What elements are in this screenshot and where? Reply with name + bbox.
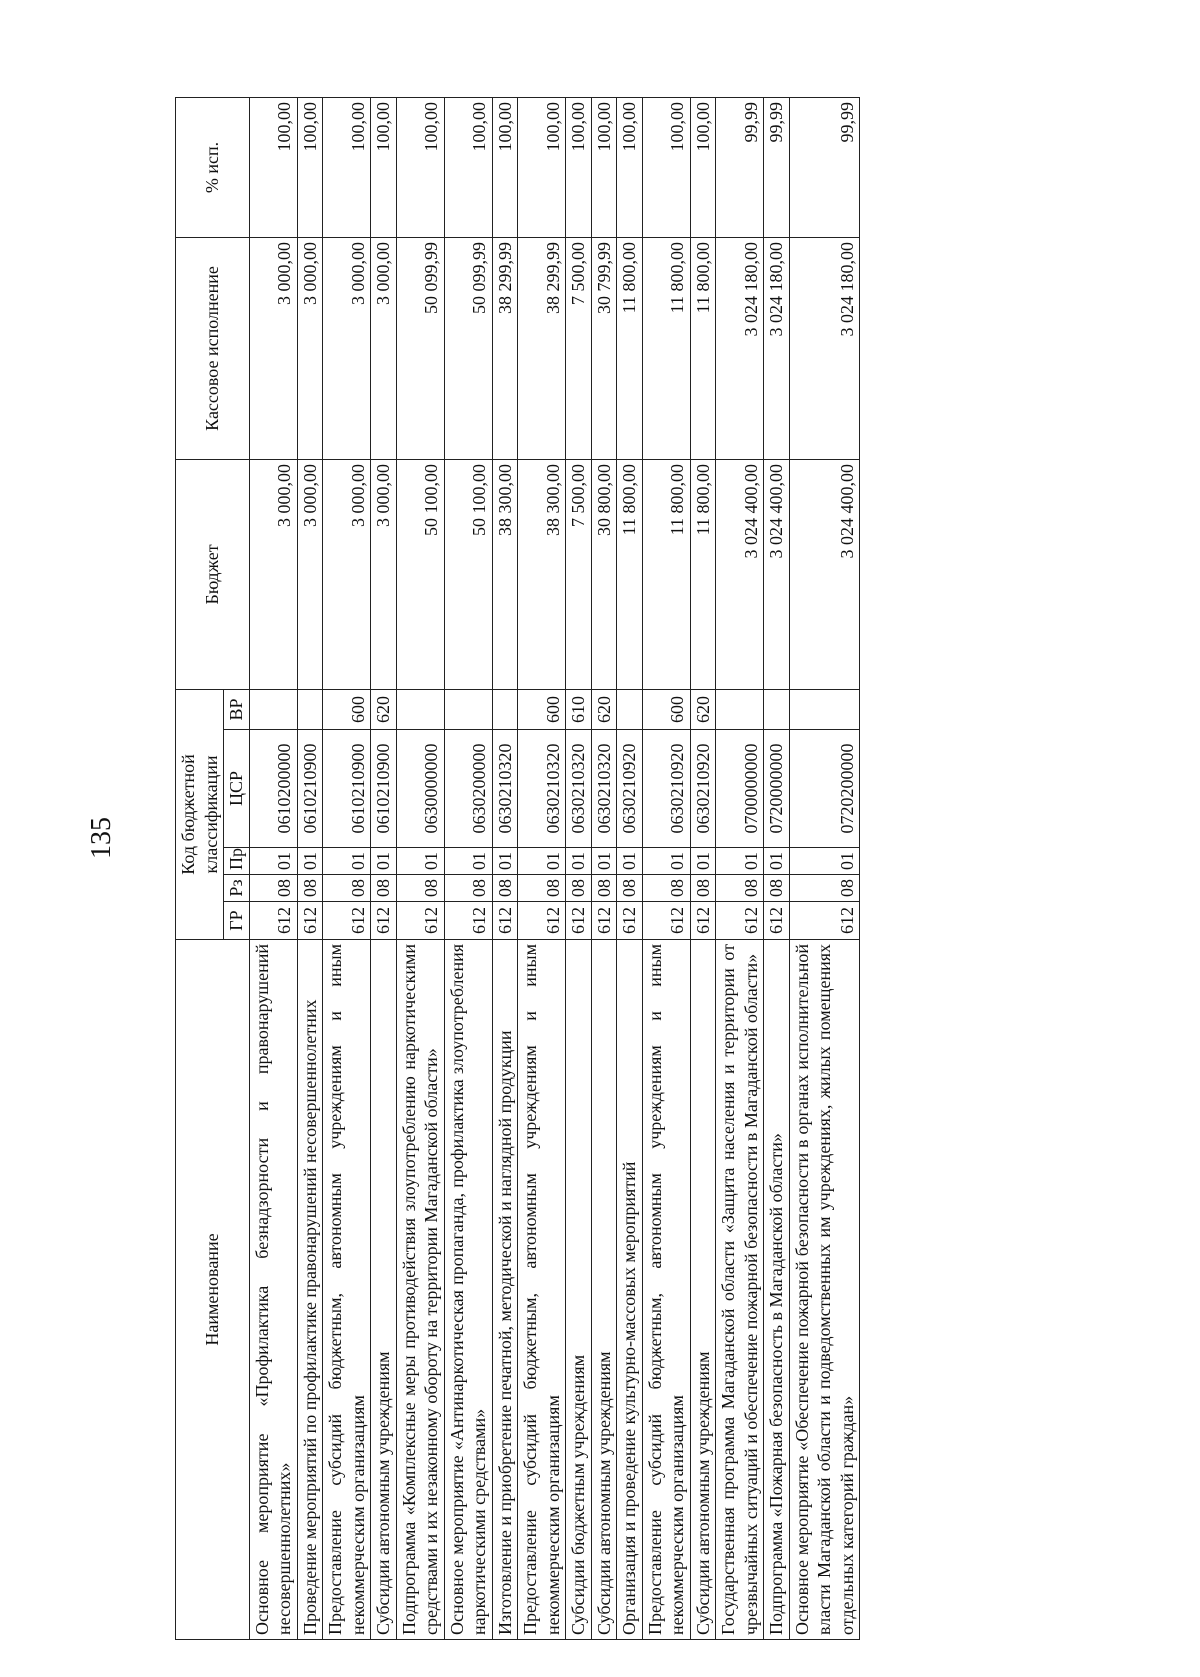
cell-cash: 3 000,00 [323,237,371,459]
cell-budget: 50 100,00 [444,459,492,689]
cell-pr: 01 [617,848,643,875]
cell-csr: 0630000000 [396,730,444,848]
header-cash: Кассовое исполнение [176,237,250,459]
cell-cash: 50 099,99 [444,237,492,459]
cell-rz: 08 [297,875,323,902]
cell-name: Основное мероприятие «Антинаркотическая пропаганда, профилактика злоупотребления наркотическими средствами» [444,940,492,1640]
cell-csr: 0630210920 [617,730,643,848]
table-row [297,97,323,1639]
table-row [323,97,371,1639]
cell-gr: 612 [492,902,518,940]
cell-gr: 612 [518,902,566,940]
cell-pct: 99,99 [716,97,764,237]
cell-pct: 99,99 [764,97,790,237]
cell-gr: 612 [617,902,643,940]
table-row [249,97,297,1639]
cell-budget: 11 800,00 [642,459,690,689]
cell-pct: 99,99 [789,97,860,237]
cell-pct: 100,00 [642,97,690,237]
cell-csr: 0630210920 [642,730,690,848]
cell-cash: 38 299,99 [518,237,566,459]
header-code-group: Код бюджетной классификации [176,689,224,939]
page-number: 135 [86,817,117,859]
cell-budget: 50 100,00 [396,459,444,689]
header-gr: ГР [224,902,250,940]
cell-rz: 08 [444,875,492,902]
cell-gr: 612 [371,902,397,940]
table-header [176,97,250,1639]
cell-name: Субсидии автономным учреждениям [371,940,397,1640]
cell-csr: 0720000000 [764,730,790,848]
cell-gr: 612 [396,902,444,940]
cell-cash: 3 024 180,00 [764,237,790,459]
cell-gr: 612 [591,902,617,940]
cell-pct: 100,00 [617,97,643,237]
table-row [566,97,592,1639]
header-vr: ВР [224,689,250,729]
cell-pr: 01 [690,848,716,875]
cell-gr: 612 [566,902,592,940]
cell-name: Предоставление субсидий бюджетным, автономным учреждениям и иным некоммерческим организациям [323,940,371,1640]
cell-gr: 612 [642,902,690,940]
cell-csr: 0720200000 [789,730,860,848]
cell-pr: 01 [789,848,860,875]
cell-name: Основное мероприятие «Обеспечение пожарной безопасности в органах исполнительной власти Магаданской области и подведомственных им учреждениях, жилых помещениях отдельных категорий граждан» [789,940,860,1640]
cell-budget: 3 000,00 [323,459,371,689]
cell-pr: 01 [323,848,371,875]
header-name: Наименование [176,940,250,1640]
cell-budget: 11 800,00 [617,459,643,689]
table-row [371,97,397,1639]
cell-name: Предоставление субсидий бюджетным, автономным учреждениям и иным некоммерческим организациям [518,940,566,1640]
cell-gr: 612 [716,902,764,940]
table-row [591,97,617,1639]
table-row [716,97,764,1639]
cell-name: Основное мероприятие «Профилактика безнадзорности и правонарушений несовершеннолетних» [249,940,297,1640]
cell-pct: 100,00 [444,97,492,237]
cell-budget: 3 000,00 [249,459,297,689]
header-pr: Пр [224,848,250,875]
cell-pct: 100,00 [566,97,592,237]
cell-budget: 3 000,00 [297,459,323,689]
table-row [492,97,518,1639]
cell-pr: 01 [591,848,617,875]
cell-cash: 3 024 180,00 [789,237,860,459]
cell-rz: 08 [617,875,643,902]
cell-csr: 0630210320 [566,730,592,848]
cell-vr [764,689,790,729]
cell-csr: 0700000000 [716,730,764,848]
cell-vr [249,689,297,729]
cell-rz: 08 [371,875,397,902]
cell-pct: 100,00 [249,97,297,237]
cell-csr: 0630210320 [492,730,518,848]
cell-name: Проведение мероприятий по профилактике правонарушений несовершеннолетних [297,940,323,1640]
cell-rz: 08 [591,875,617,902]
cell-vr: 600 [518,689,566,729]
cell-csr: 0630200000 [444,730,492,848]
cell-cash: 11 800,00 [642,237,690,459]
cell-pr: 01 [716,848,764,875]
cell-rz: 08 [764,875,790,902]
cell-gr: 612 [323,902,371,940]
cell-pr: 01 [764,848,790,875]
cell-csr: 0610210900 [323,730,371,848]
cell-name: Организация и проведение культурно-массовых мероприятий [617,940,643,1640]
cell-pr: 01 [566,848,592,875]
cell-pr: 01 [396,848,444,875]
cell-rz: 08 [249,875,297,902]
cell-pr: 01 [518,848,566,875]
cell-csr: 0630210320 [591,730,617,848]
cell-budget: 7 500,00 [566,459,592,689]
cell-budget: 3 000,00 [371,459,397,689]
cell-pr: 01 [642,848,690,875]
cell-budget: 30 800,00 [591,459,617,689]
cell-pct: 100,00 [297,97,323,237]
cell-gr: 612 [249,902,297,940]
table-row [518,97,566,1639]
cell-rz: 08 [518,875,566,902]
cell-budget: 38 300,00 [518,459,566,689]
cell-vr: 600 [642,689,690,729]
budget-table [175,97,860,1640]
table-row [617,97,643,1639]
cell-cash: 7 500,00 [566,237,592,459]
cell-budget: 3 024 400,00 [764,459,790,689]
table-row [444,97,492,1639]
header-budget: Бюджет [176,459,250,689]
cell-vr [716,689,764,729]
cell-gr: 612 [444,902,492,940]
header-csr: ЦСР [224,730,250,848]
cell-cash: 3 000,00 [371,237,397,459]
cell-cash: 30 799,99 [591,237,617,459]
cell-cash: 11 800,00 [617,237,643,459]
cell-cash: 3 000,00 [249,237,297,459]
cell-vr: 620 [690,689,716,729]
cell-vr [492,689,518,729]
table-row [789,97,860,1639]
cell-cash: 3 000,00 [297,237,323,459]
cell-rz: 08 [492,875,518,902]
cell-rz: 08 [566,875,592,902]
cell-vr [617,689,643,729]
cell-name: Субсидии автономным учреждениям [591,940,617,1640]
cell-gr: 612 [764,902,790,940]
cell-vr: 610 [566,689,592,729]
cell-pct: 100,00 [690,97,716,237]
table-row [690,97,716,1639]
cell-csr: 0610210900 [297,730,323,848]
table-body [249,97,860,1639]
cell-pct: 100,00 [396,97,444,237]
cell-vr [789,689,860,729]
cell-vr [297,689,323,729]
table-row [642,97,690,1639]
cell-cash: 11 800,00 [690,237,716,459]
cell-csr: 0610200000 [249,730,297,848]
cell-vr: 600 [323,689,371,729]
cell-budget: 38 300,00 [492,459,518,689]
cell-pr: 01 [371,848,397,875]
table-row [764,97,790,1639]
cell-gr: 612 [297,902,323,940]
cell-name: Субсидии автономным учреждениям [690,940,716,1640]
cell-gr: 612 [690,902,716,940]
cell-cash: 38 299,99 [492,237,518,459]
cell-rz: 08 [690,875,716,902]
cell-pct: 100,00 [591,97,617,237]
cell-rz: 08 [323,875,371,902]
cell-name: Подпрограмма «Комплексные меры противодействия злоупотреблению наркотическими средствами и их незаконному обороту на территории Магаданской области» [396,940,444,1640]
cell-pr: 01 [249,848,297,875]
cell-name: Государственная программа Магаданской области «Защита населения и территории от чрезвычайных ситуаций и обеспечение пожарной безопасности в Магаданской области» [716,940,764,1640]
cell-pct: 100,00 [518,97,566,237]
cell-budget: 11 800,00 [690,459,716,689]
cell-csr: 0630210920 [690,730,716,848]
cell-cash: 50 099,99 [396,237,444,459]
cell-name: Подпрограмма «Пожарная безопасность в Магаданской области» [764,940,790,1640]
cell-csr: 0610210900 [371,730,397,848]
cell-csr: 0630210320 [518,730,566,848]
table-row [396,97,444,1639]
cell-name: Предоставление субсидий бюджетным, автономным учреждениям и иным некоммерческим организациям [642,940,690,1640]
cell-pr: 01 [444,848,492,875]
cell-gr: 612 [789,902,860,940]
cell-pct: 100,00 [492,97,518,237]
cell-pct: 100,00 [323,97,371,237]
cell-vr [444,689,492,729]
cell-pr: 01 [492,848,518,875]
cell-rz: 08 [789,875,860,902]
header-rz: Рз [224,875,250,902]
cell-vr [396,689,444,729]
cell-budget: 3 024 400,00 [789,459,860,689]
cell-pr: 01 [297,848,323,875]
rotated-table-wrapper [175,98,860,1640]
cell-budget: 3 024 400,00 [716,459,764,689]
cell-pct: 100,00 [371,97,397,237]
cell-name: Изготовление и приобретение печатной, методической и наглядной продукции [492,940,518,1640]
header-pct: % исп. [176,97,250,237]
cell-cash: 3 024 180,00 [716,237,764,459]
cell-rz: 08 [642,875,690,902]
cell-vr: 620 [371,689,397,729]
cell-rz: 08 [396,875,444,902]
cell-name: Субсидии бюджетным учреждениям [566,940,592,1640]
cell-vr: 620 [591,689,617,729]
cell-rz: 08 [716,875,764,902]
